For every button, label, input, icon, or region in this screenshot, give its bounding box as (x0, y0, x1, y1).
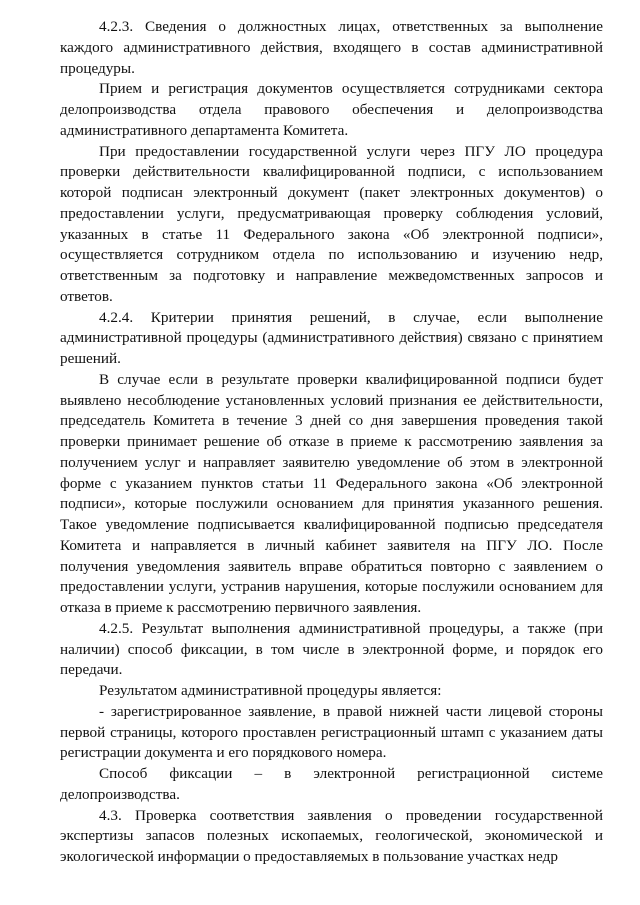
paragraph-4-2-4: 4.2.4. Критерии принятия решений, в случае, если выполнение административной процедуры (административного действия) связано с принятием решений. (60, 308, 603, 367)
document-page (60, 17, 603, 868)
paragraph-4-2-5: 4.2.5. Результат выполнения административной процедуры, а также (при наличии) способ фиксации, в том числе в электронной форме, и порядок его передачи. (60, 619, 603, 679)
paragraph-fixation: Способ фиксации – в электронной регистрационной системе делопроизводства. (60, 765, 603, 803)
paragraph-4-3: 4.3. Проверка соответствия заявления о проведении государственной экспертизы запасов полезных ископаемых, геологической, экономической и экологической информации о предоставляемых в пользование участках недр (60, 806, 603, 865)
paragraph-registration: Прием и регистрация документов осуществляется сотрудниками сектора делопроизводства отдела правового обеспечения и делопроизводства административного департамента Комитета. (60, 80, 603, 139)
paragraph-signature-check: При предоставлении государственной услуги через ПГУ ЛО процедура проверки действительности квалифицированной подписи, с использованием которой подписан электронный документ (пакет электронных документов) о предоставлении услуги, предусматривающая проверку соблюдения условий, указанных в статье 11 Федерального закона «Об электронной подписи», осуществляется сотрудником отдела по использованию и изучению недр, ответственным за подготовку и направление межведомственных запросов и ответов. (60, 142, 603, 305)
paragraph-refusal: В случае если в результате проверки квалифицированной подписи будет выявлено несоблюдение установленных условий признания ее действительности, председатель Комитета в течение 3 дней со дня завершения проведения такой проверки принимает решение об отказе в приеме к рассмотрению заявления за получением услуг и направляет заявителю уведомление об этом в электронной форме с указанием пунктов статьи 11 Федерального закона «Об электронной подписи», которые послужили основанием для принятия указанного решения. Такое уведомление подписывается квалифицированной подписью председателя Комитета и направляется в личный кабинет заявителя на ПГУ ЛО. После получения уведомления заявитель вправе обратиться повторно с заявлением о предоставлении услуги, устранив нарушения, которые послужили основанием для отказа в приеме к рассмотрению первичного заявления. (60, 370, 603, 616)
paragraph-4-2-3: 4.2.3. Сведения о должностных лицах, ответственных за выполнение каждого административного действия, входящего в состав административной процедуры. (60, 18, 603, 77)
paragraph-result-item: - зарегистрированное заявление, в правой нижней части лицевой стороны первой страницы, которого проставлен регистрационный штамп с указанием даты регистрации документа и его порядкового номера. (60, 702, 603, 762)
paragraph-result-intro: Результатом административной процедуры является: (99, 682, 442, 699)
